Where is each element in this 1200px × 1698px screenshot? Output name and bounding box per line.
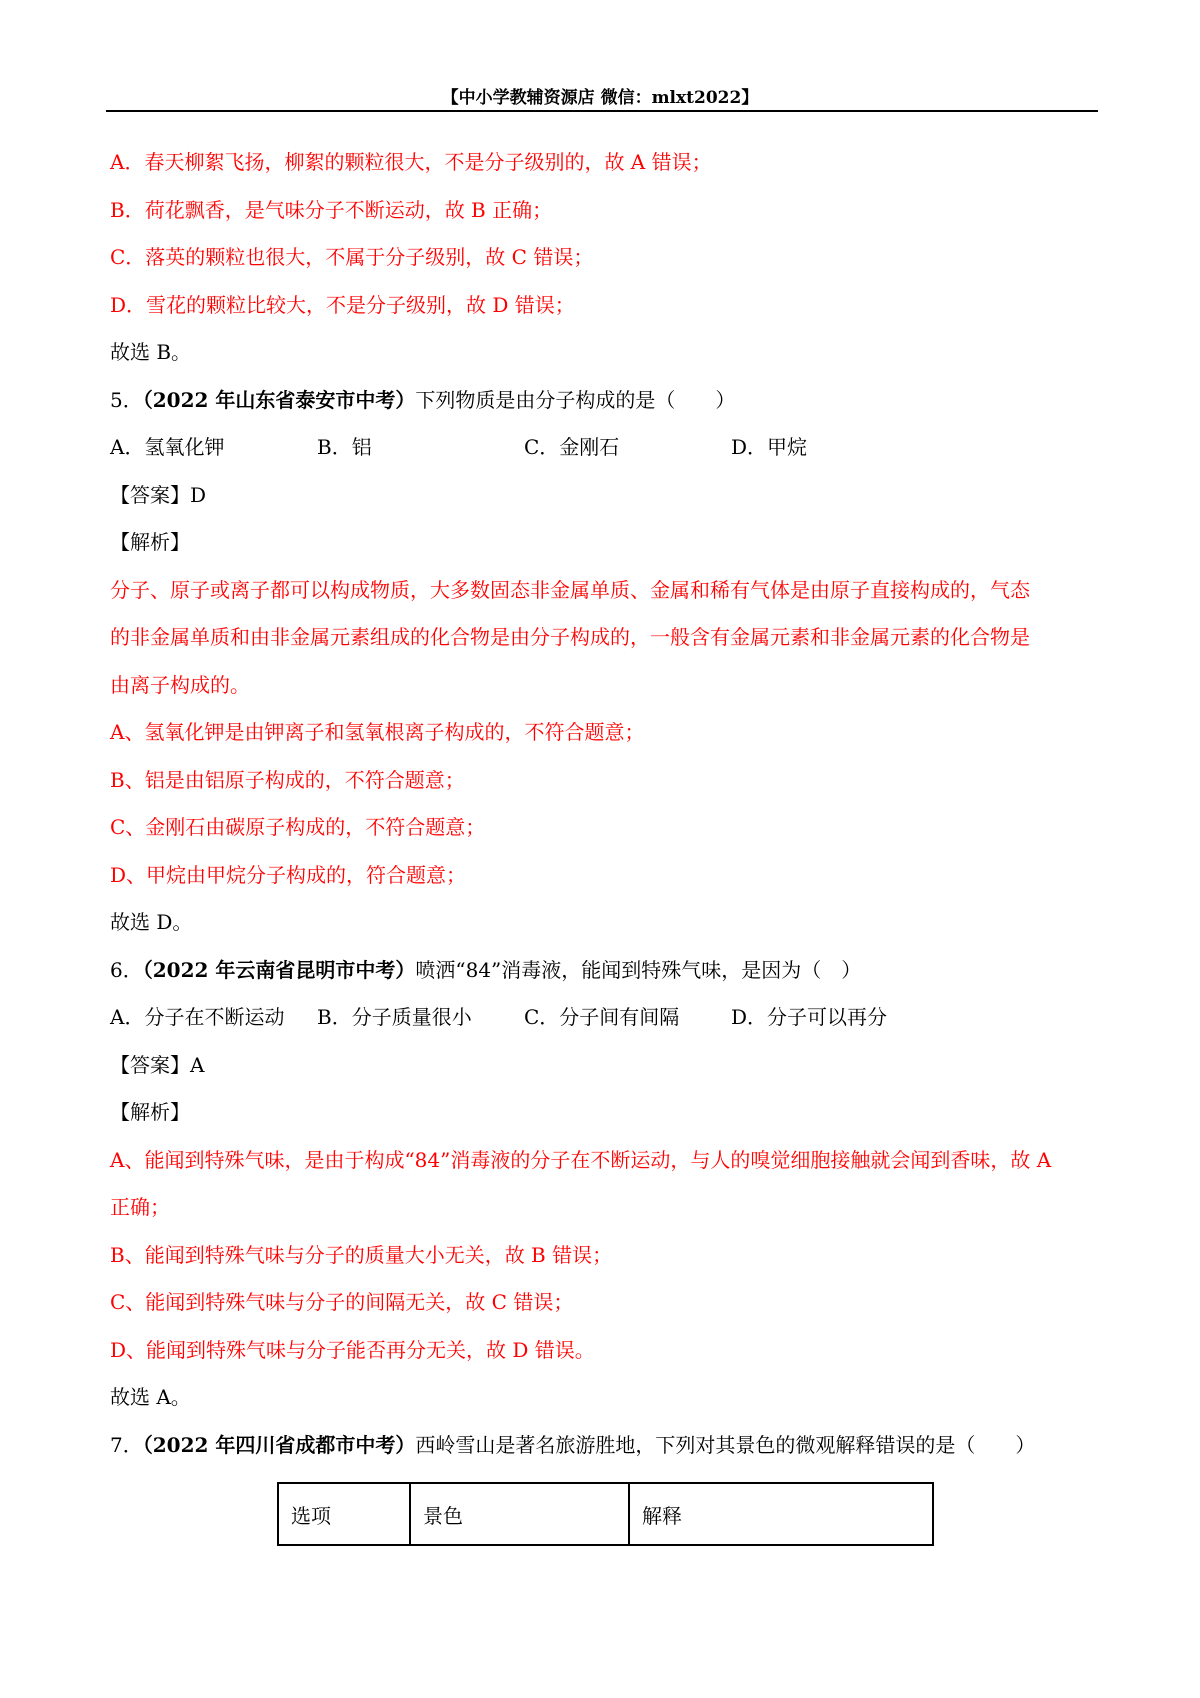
answer-line: 【答案】D [110,482,207,507]
analysis-line: D、甲烷由甲烷分子构成的，符合题意； [110,862,467,887]
analysis-line: A、能闻到特殊气味，是由于构成“84”消毒液的分子在不断运动，与人的嗅觉细胞接触就会闻到香味，故 A [110,1147,1052,1172]
page-header: 【中小学教辅资源店 微信：mlxt2022】 [441,88,759,108]
analysis-line: C．落英的颗粒也很大，不属于分子级别，故 C 错误； [110,245,594,269]
table-header-row [278,1483,933,1545]
table-header-cell: 景色 [410,1483,629,1545]
option-c: C．分子间有间隔 [524,1005,680,1029]
analysis-line: 由离子构成的。 [110,672,250,697]
table-header-cell: 选项 [278,1483,410,1545]
option-d: D．分子可以再分 [731,1005,888,1029]
analysis-line: 分子、原子或离子都可以构成物质，大多数固态非金属单质、金属和稀有气体是由原子直接构成的，气态 [110,577,1030,602]
question-6-options [110,1003,1100,1051]
analysis-line: C、能闻到特殊气味与分子的间隔无关，故 C 错误； [110,1290,574,1314]
question-text: 下列物质是由分子构成的是（ ） [415,387,736,412]
analysis-line: D、能闻到特殊气味与分子能否再分无关，故 D 错误。 [110,1337,595,1362]
header-rule [106,110,1098,112]
option-c: C．金刚石 [524,435,620,459]
question-6-stem [110,956,1100,1004]
question-5-stem [110,386,1100,434]
analysis-line: A．春天柳絮飞扬，柳絮的颗粒很大，不是分子级别的，故 A 错误； [110,150,712,174]
analysis-line: B、能闻到特殊气味与分子的质量大小无关，故 B 错误； [110,1242,613,1267]
analysis-line: A、氢氧化钾是由钾离子和氢氧根离子构成的，不符合题意； [110,720,645,744]
analysis-label: 【解析】 [110,1100,190,1124]
question-text: 喷洒“84”消毒液，能闻到特殊气味，是因为（ ） [415,957,862,982]
analysis-line: 正确； [110,1195,170,1219]
question-number: 7． [110,1432,143,1457]
question-number: 5． [110,387,143,412]
analysis-line: C、金刚石由碳原子构成的，不符合题意； [110,815,486,839]
option-b: B．分子质量很小 [317,1005,472,1029]
question-source: （2022 年四川省成都市中考） [142,1432,416,1457]
question-7-table [277,1482,934,1546]
answer-line: 【答案】A [110,1052,205,1077]
conclusion-line: 故选 D。 [110,910,193,934]
analysis-line: B．荷花飘香，是气味分子不断运动，故 B 正确； [110,197,553,222]
option-a: A．氢氧化钾 [110,435,225,459]
document-content [110,148,1100,1546]
option-b: B．铝 [317,435,372,459]
question-text: 西岭雪山是著名旅游胜地，下列对其景色的微观解释错误的是（ ） [415,1432,1036,1457]
analysis-line: 的非金属单质和由非金属元素组成的化合物是由分子构成的，一般含有金属元素和非金属元素的化合物是 [110,625,1030,649]
question-7-stem [110,1431,1100,1479]
question-number: 6． [110,957,143,982]
question-5-options [110,433,1100,481]
analysis-line: B、铝是由铝原子构成的，不符合题意； [110,767,465,792]
conclusion-line: 故选 A。 [110,1385,191,1409]
table-header-cell: 解释 [629,1483,933,1545]
conclusion-line: 故选 B。 [110,340,192,364]
analysis-line: D．雪花的颗粒比较大，不是分子级别，故 D 错误； [110,292,575,317]
question-source: （2022 年山东省泰安市中考） [142,387,416,412]
option-d: D．甲烷 [731,435,808,459]
option-a: A．分子在不断运动 [110,1005,285,1029]
question-source: （2022 年云南省昆明市中考） [142,957,416,982]
analysis-label: 【解析】 [110,530,190,554]
